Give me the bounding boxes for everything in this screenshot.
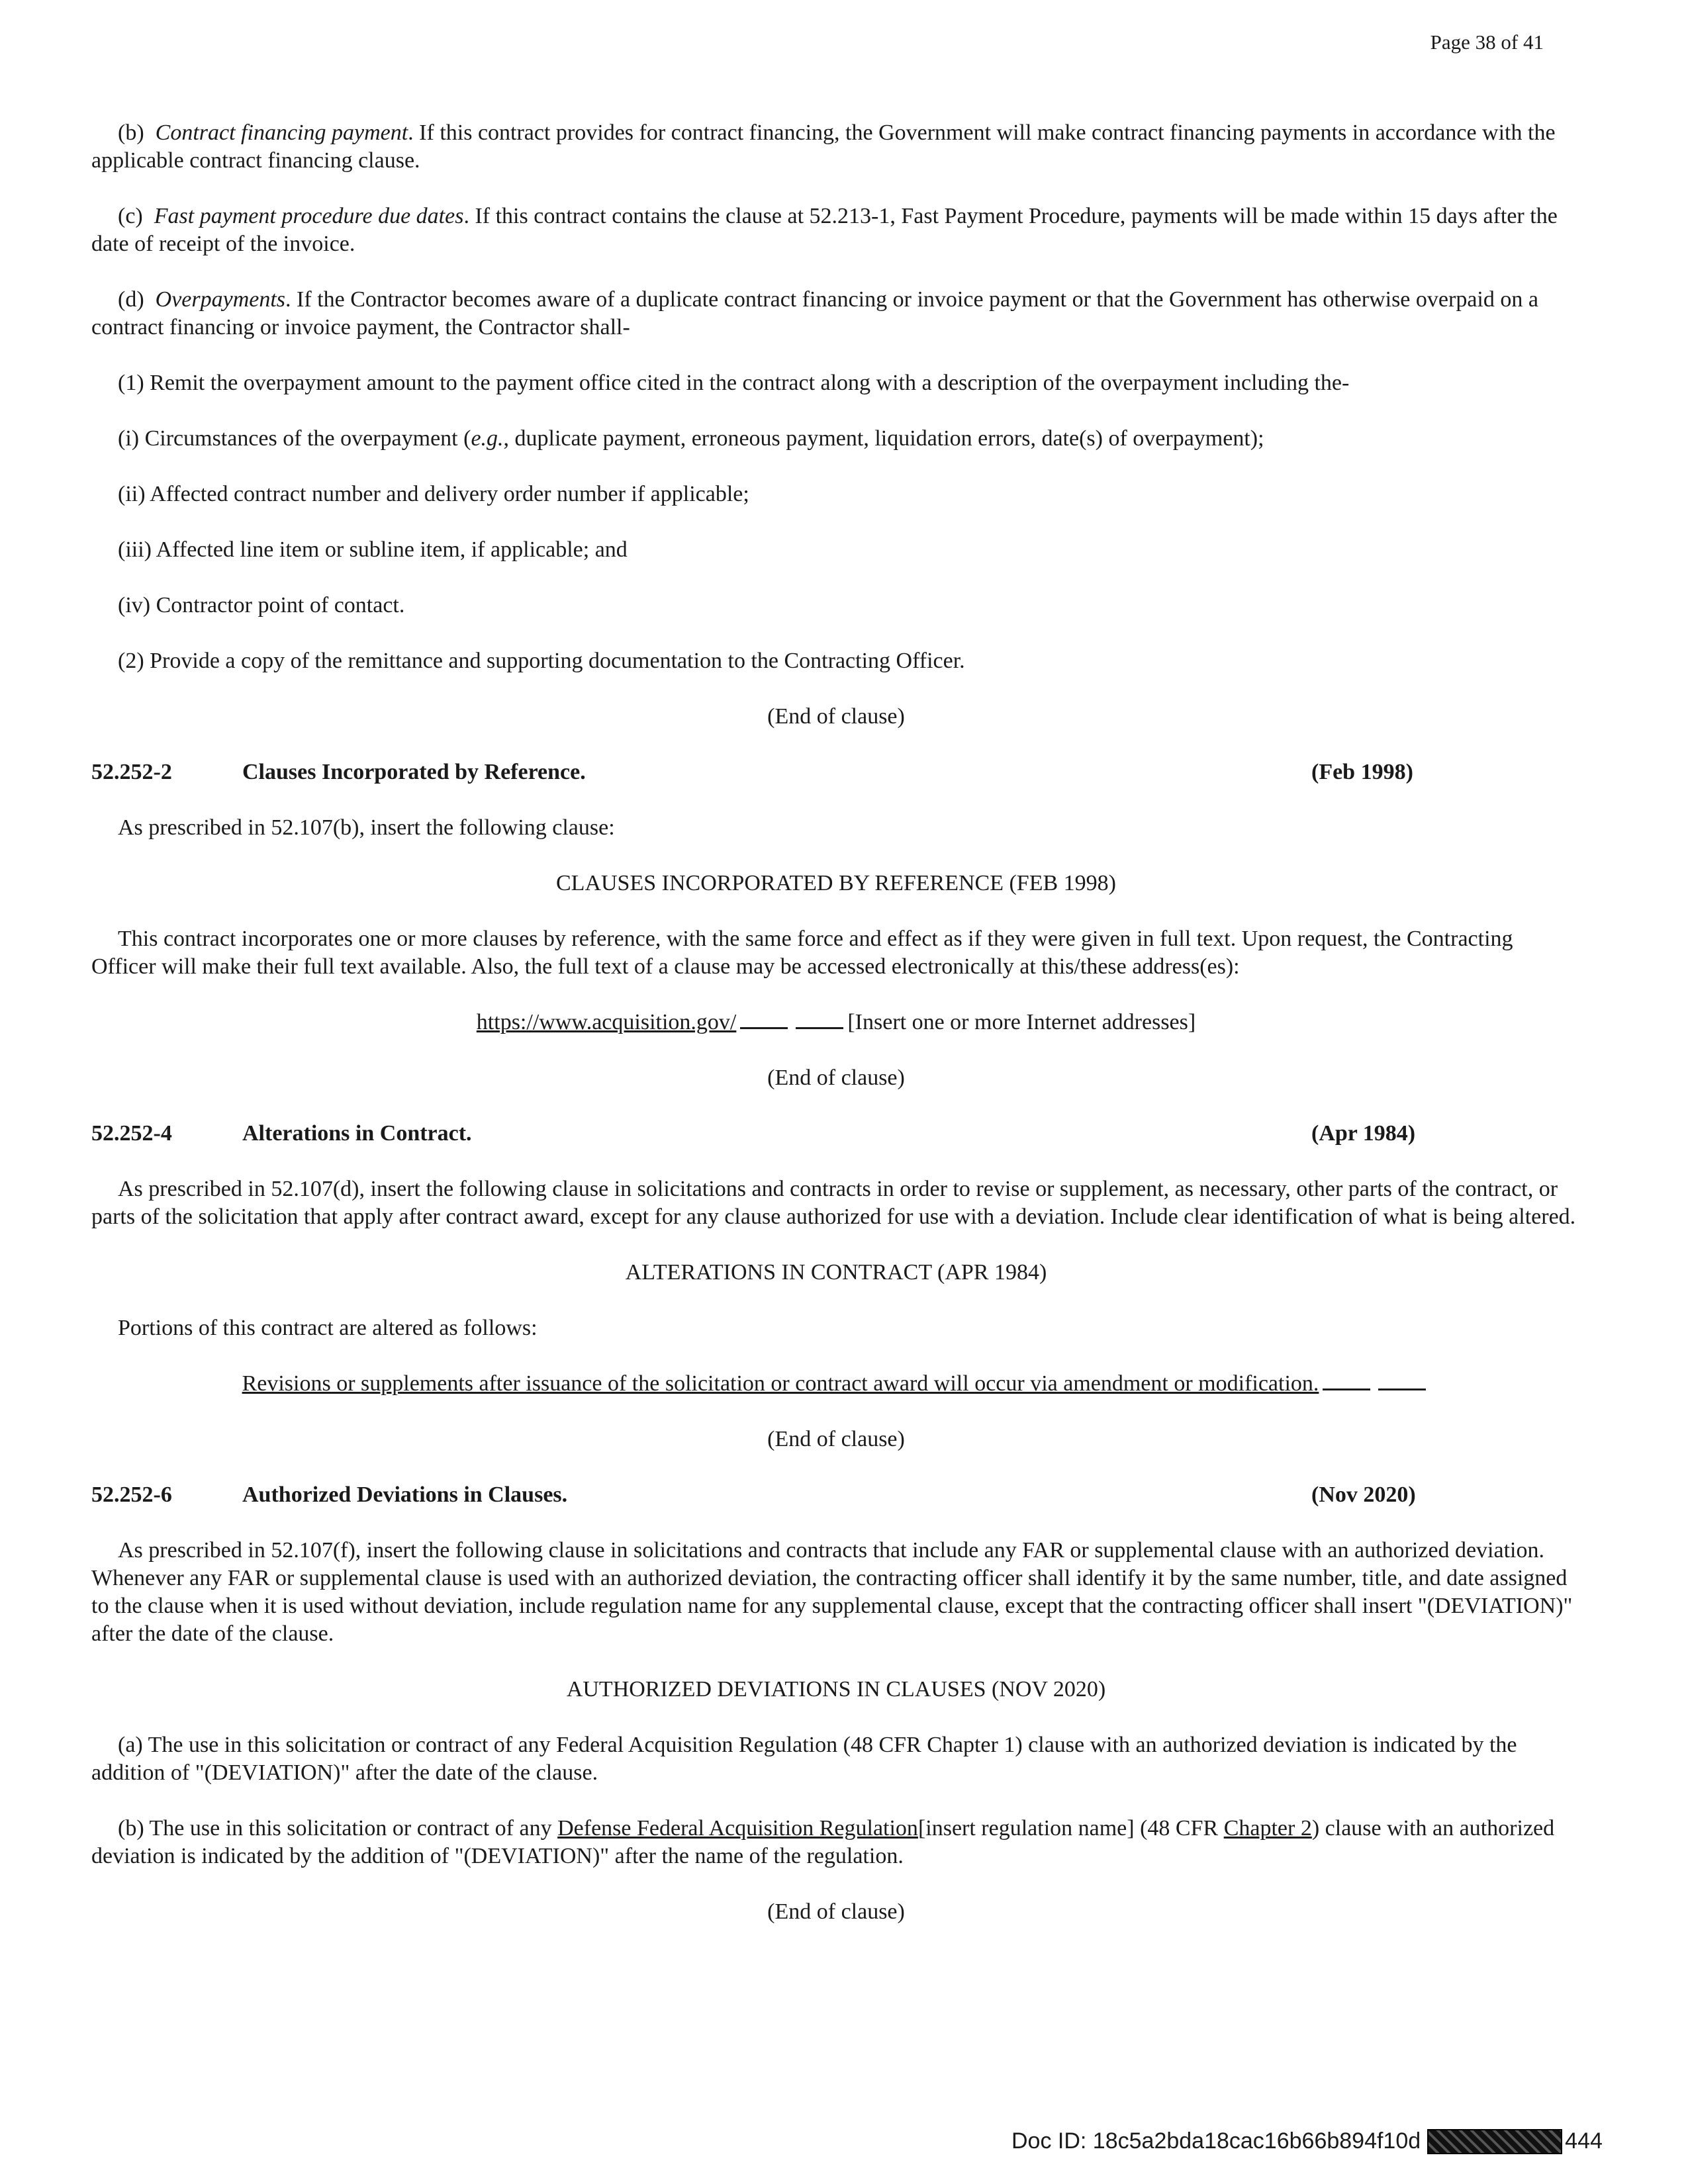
- end-of-clause: (End of clause): [767, 1066, 905, 1090]
- doc-id: Doc ID: 18c5a2bda18cac16b66b894f10d: [1011, 2128, 1421, 2154]
- item-ii: (ii) Affected contract number and delivery order number if applicable;: [118, 482, 749, 506]
- item-2: (2) Provide a copy of the remittance and supporting documentation to the Contracting Officer.: [118, 649, 965, 673]
- end-of-clause: (End of clause): [767, 1427, 905, 1451]
- paragraph-c: (c) Fast payment procedure due dates. If this contract contains the clause at 52.213-1, Fast Payment Procedure, payments will be made within 15 days after the date of receipt of the invoice.: [91, 204, 1558, 256]
- end-of-clause: (End of clause): [767, 704, 905, 729]
- blank-field: [740, 1009, 788, 1029]
- blank-field: [1378, 1370, 1426, 1390]
- prescribed-text: As prescribed in 52.107(d), insert the following clause in solicitations and contracts in order to revise or supplement, as necessary, other parts of the contract, or parts of the solicitation that apply after contract award, except for any clause authorized for use with a deviation. Include clear identification of what is being altered.: [91, 1177, 1576, 1229]
- paragraph-b: (b) Contract financing payment. If this contract provides for contract financing, the Government will make contract financing payments in accordance with the applicable contract financing clause.: [91, 120, 1556, 173]
- url-line: https://www.acquisition.gov/ [Insert one or more Internet addresses]: [476, 1010, 1196, 1034]
- revisions-line: Revisions or supplements after issuance of the solicitation or contract award will occur via amendment or modification.: [91, 1370, 1581, 1398]
- clause-caption: AUTHORIZED DEVIATIONS IN CLAUSES (NOV 2020): [566, 1677, 1106, 1702]
- redaction-mark: [1427, 2129, 1562, 2154]
- end-of-clause: (End of clause): [767, 1899, 905, 1924]
- blank-field: [796, 1009, 843, 1029]
- item-iv: (iv) Contractor point of contact.: [118, 593, 405, 617]
- prescribed-text: As prescribed in 52.107(f), insert the following clause in solicitations and contracts that include any FAR or supplemental clause with an authorized deviation. Whenever any FAR or supplemental clause is used with an authorized deviation, the contracting officer shall identify it by the same number, title, and date assigned to the clause when it is used without deviation, include regulation name for any supplemental clause, except that the contracting officer shall insert "(DEVIATION)" after the date of the clause.: [91, 1538, 1573, 1646]
- doc-id-suffix: 444: [1565, 2128, 1603, 2154]
- paragraph-d: (d) Overpayments. If the Contractor becomes aware of a duplicate contract financing or invoice payment or that the Government has otherwise overpaid on a contract financing or invoice payment, the Contractor shall-: [91, 287, 1538, 340]
- clause-caption: CLAUSES INCORPORATED BY REFERENCE (FEB 1998): [556, 871, 1116, 895]
- item-1: (1) Remit the overpayment amount to the payment office cited in the contract along with a description of the overpayment including the-: [118, 371, 1350, 395]
- portions-text: Portions of this contract are altered as follows:: [118, 1316, 538, 1340]
- deviation-para-b: (b) The use in this solicitation or contract of any Defense Federal Acquisition Regulation[insert regulation name] (48 CFR Chapter 2) clause with an authorized deviation is indicated by the addition of "(DEVIATION)" after the name of the regulation.: [91, 1816, 1555, 1868]
- acquisition-link[interactable]: https://www.acquisition.gov/: [476, 1010, 737, 1034]
- clause-heading-252-2: 52.252-2 Clauses Incorporated by Reference. (Feb 1998): [91, 760, 1413, 784]
- deviation-para-a: (a) The use in this solicitation or contract of any Federal Acquisition Regulation (48 CFR Chapter 1) clause with an authorized deviation is indicated by the addition of "(DEVIATION)" after the date of the clause.: [91, 1733, 1517, 1785]
- blank-field: [1323, 1370, 1370, 1390]
- clause-heading-252-4: 52.252-4 Alterations in Contract. (Apr 1984): [91, 1121, 1416, 1146]
- item-i: (i) Circumstances of the overpayment (e.g., duplicate payment, erroneous payment, liquidation errors, date(s) of overpayment);: [118, 426, 1264, 451]
- page-number: Page 38 of 41: [1430, 30, 1544, 54]
- document-body: [91, 119, 1581, 1954]
- clause-caption: ALTERATIONS IN CONTRACT (APR 1984): [625, 1260, 1047, 1285]
- item-iii: (iii) Affected line item or subline item, if applicable; and: [118, 537, 628, 562]
- clause-body: This contract incorporates one or more clauses by reference, with the same force and effect as if they were given in full text. Upon request, the Contracting Officer will make their full text available. Also, the full text of a clause may be accessed electronically at this/these address(es):: [91, 927, 1513, 979]
- prescribed-text: As prescribed in 52.107(b), insert the following clause:: [118, 815, 615, 840]
- doc-id-footer: [1011, 2128, 1603, 2154]
- clause-heading-252-6: 52.252-6 Authorized Deviations in Clauses. (Nov 2020): [91, 1482, 1416, 1507]
